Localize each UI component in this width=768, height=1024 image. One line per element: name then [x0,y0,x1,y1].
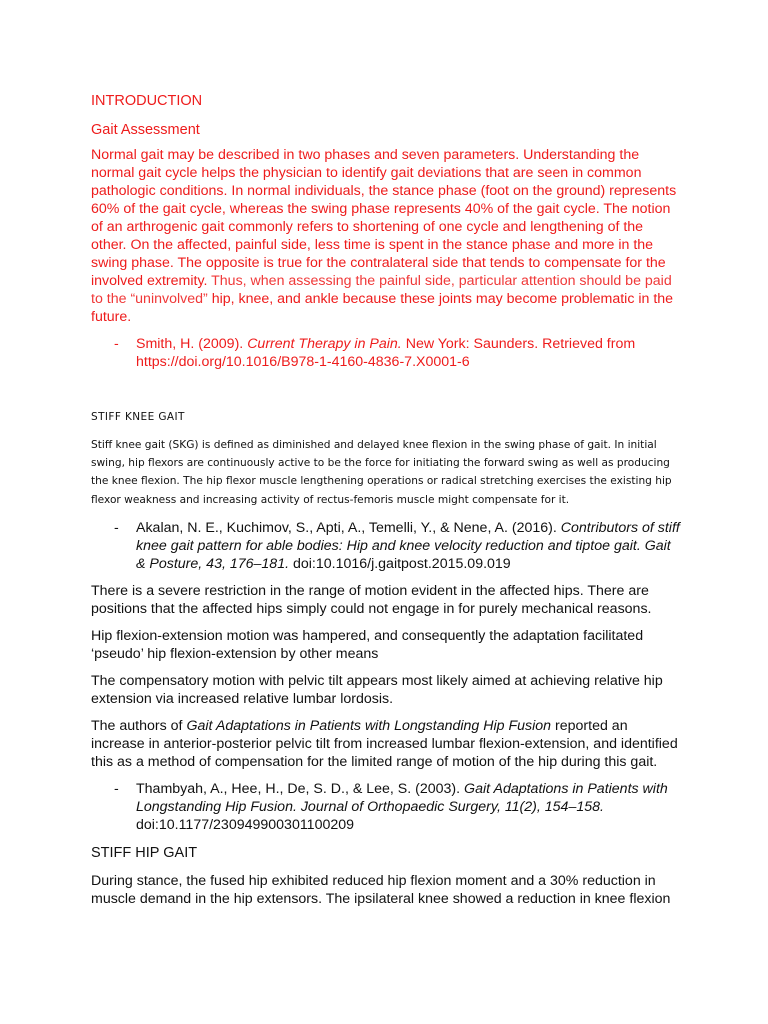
skg-definition: Stiff knee gait (SKG) is defined as diminished and delayed knee flexion in the swing phase of gait. In initial swing, hip flexors are continuously active to be the force for initiating the forward swing as well as producing the knee flexion. The hip flexor muscle lengthening operations or radical stretching exercises the existing hip flexor weakness and increasing activity of rectus-femoris muscle might compensate for it. [91,439,672,506]
stiff-knee-gait-heading: STIFF KNEE GAIT [91,411,185,423]
p4-title: Gait Adaptations in Patients with Longstanding Hip Fusion [186,717,552,734]
stiff-hip-gait-heading: STIFF HIP GAIT [91,844,198,861]
reference-details: New York: Saunders. Retrieved from https://doi.org/10.1016/B978-1-4160-4836-7.X0001-6 [136,336,636,370]
reference-title: Contributors of stiff knee gait pattern for able bodies: Hip and knee velocity reduction and tiptoe gait. Gait & Posture, 43, 176–181. [136,519,680,572]
list-dash: - [114,336,119,352]
intro-reference [91,335,682,371]
intro-paragraph-tail: hip, knee, and ankle because these joints may become problematic in the future. [91,291,674,325]
list-dash: - [114,519,119,536]
p4-post: reported an increase in anterior-posterior pelvic tilt from increased lumbar flexion-extension, and identified this as a method of compensation for the limited range of motion of the hip during this gait. [91,717,678,770]
intro-paragraph-tail-light: Thus, when assessing the painful side, particular attention should be paid to the “uninvolved” [91,273,672,307]
section-spacer [91,380,682,410]
reference-title: Current Therapy in Pain. [247,336,402,352]
skg-reference [91,519,682,573]
intro-paragraph [91,146,682,326]
reference-details: doi:10.1177/230949900301100209 [136,816,355,833]
reference-authors: Akalan, N. E., Kuchimov, S., Apti, A., Temelli, Y., & Nene, A. (2016). [136,519,561,536]
skg-reference-2 [91,780,682,834]
reference-authors: Smith, H. (2009). [136,336,248,352]
reference-authors: Thambyah, A., Hee, H., De, S. D., & Lee, S. (2003). [136,780,465,797]
gait-assessment-subheading: Gait Assessment [91,122,200,138]
p4-pre: The authors of [91,717,187,734]
skg-paragraph-2: Hip flexion-extension motion was hampered, and consequently the adaptation facilitated ‘pseudo’ hip flexion-extension by other means [91,627,644,662]
skg-paragraph-4 [91,717,682,771]
reference-details: doi:10.1016/j.gaitpost.2015.09.019 [289,555,511,572]
intro-paragraph-main: Normal gait may be described in two phases and seven parameters. Understanding the normal gait cycle helps the physician to identify gait deviations that are seen in common pathologic conditions. In normal individuals, the stance phase (foot on the ground) represents 60% of the gait cycle, whereas the swing phase represents 40% of the gait cycle. The notion of an arthrogenic gait commonly refers to shortening of one cycle and lengthening of the other. On the affected, painful side, less time is spent in the stance phase and more in the swing phase. The opposite is true for the contralateral side that tends to compensate for the involved extremity. [91,147,677,289]
skg-paragraph-3: The compensatory motion with pelvic tilt appears most likely aimed at achieving relative hip extension via increased relative lumbar lordosis. [91,672,663,707]
list-dash: - [114,780,119,797]
skg-paragraph-1: There is a severe restriction in the range of motion evident in the affected hips. There are positions that the affected hips simply could not engage in for purely mechanical reasons. [91,582,652,617]
reference-title: Gait Adaptations in Patients with Longstanding Hip Fusion. Journal of Orthopaedic Surgery, 11(2), 154–158. [136,780,668,815]
introduction-heading: INTRODUCTION [91,93,203,109]
shg-paragraph-1: During stance, the fused hip exhibited reduced hip flexion moment and a 30% reduction in muscle demand in the hip extensors. The ipsilateral knee showed a reduction in knee flexion [91,872,671,907]
